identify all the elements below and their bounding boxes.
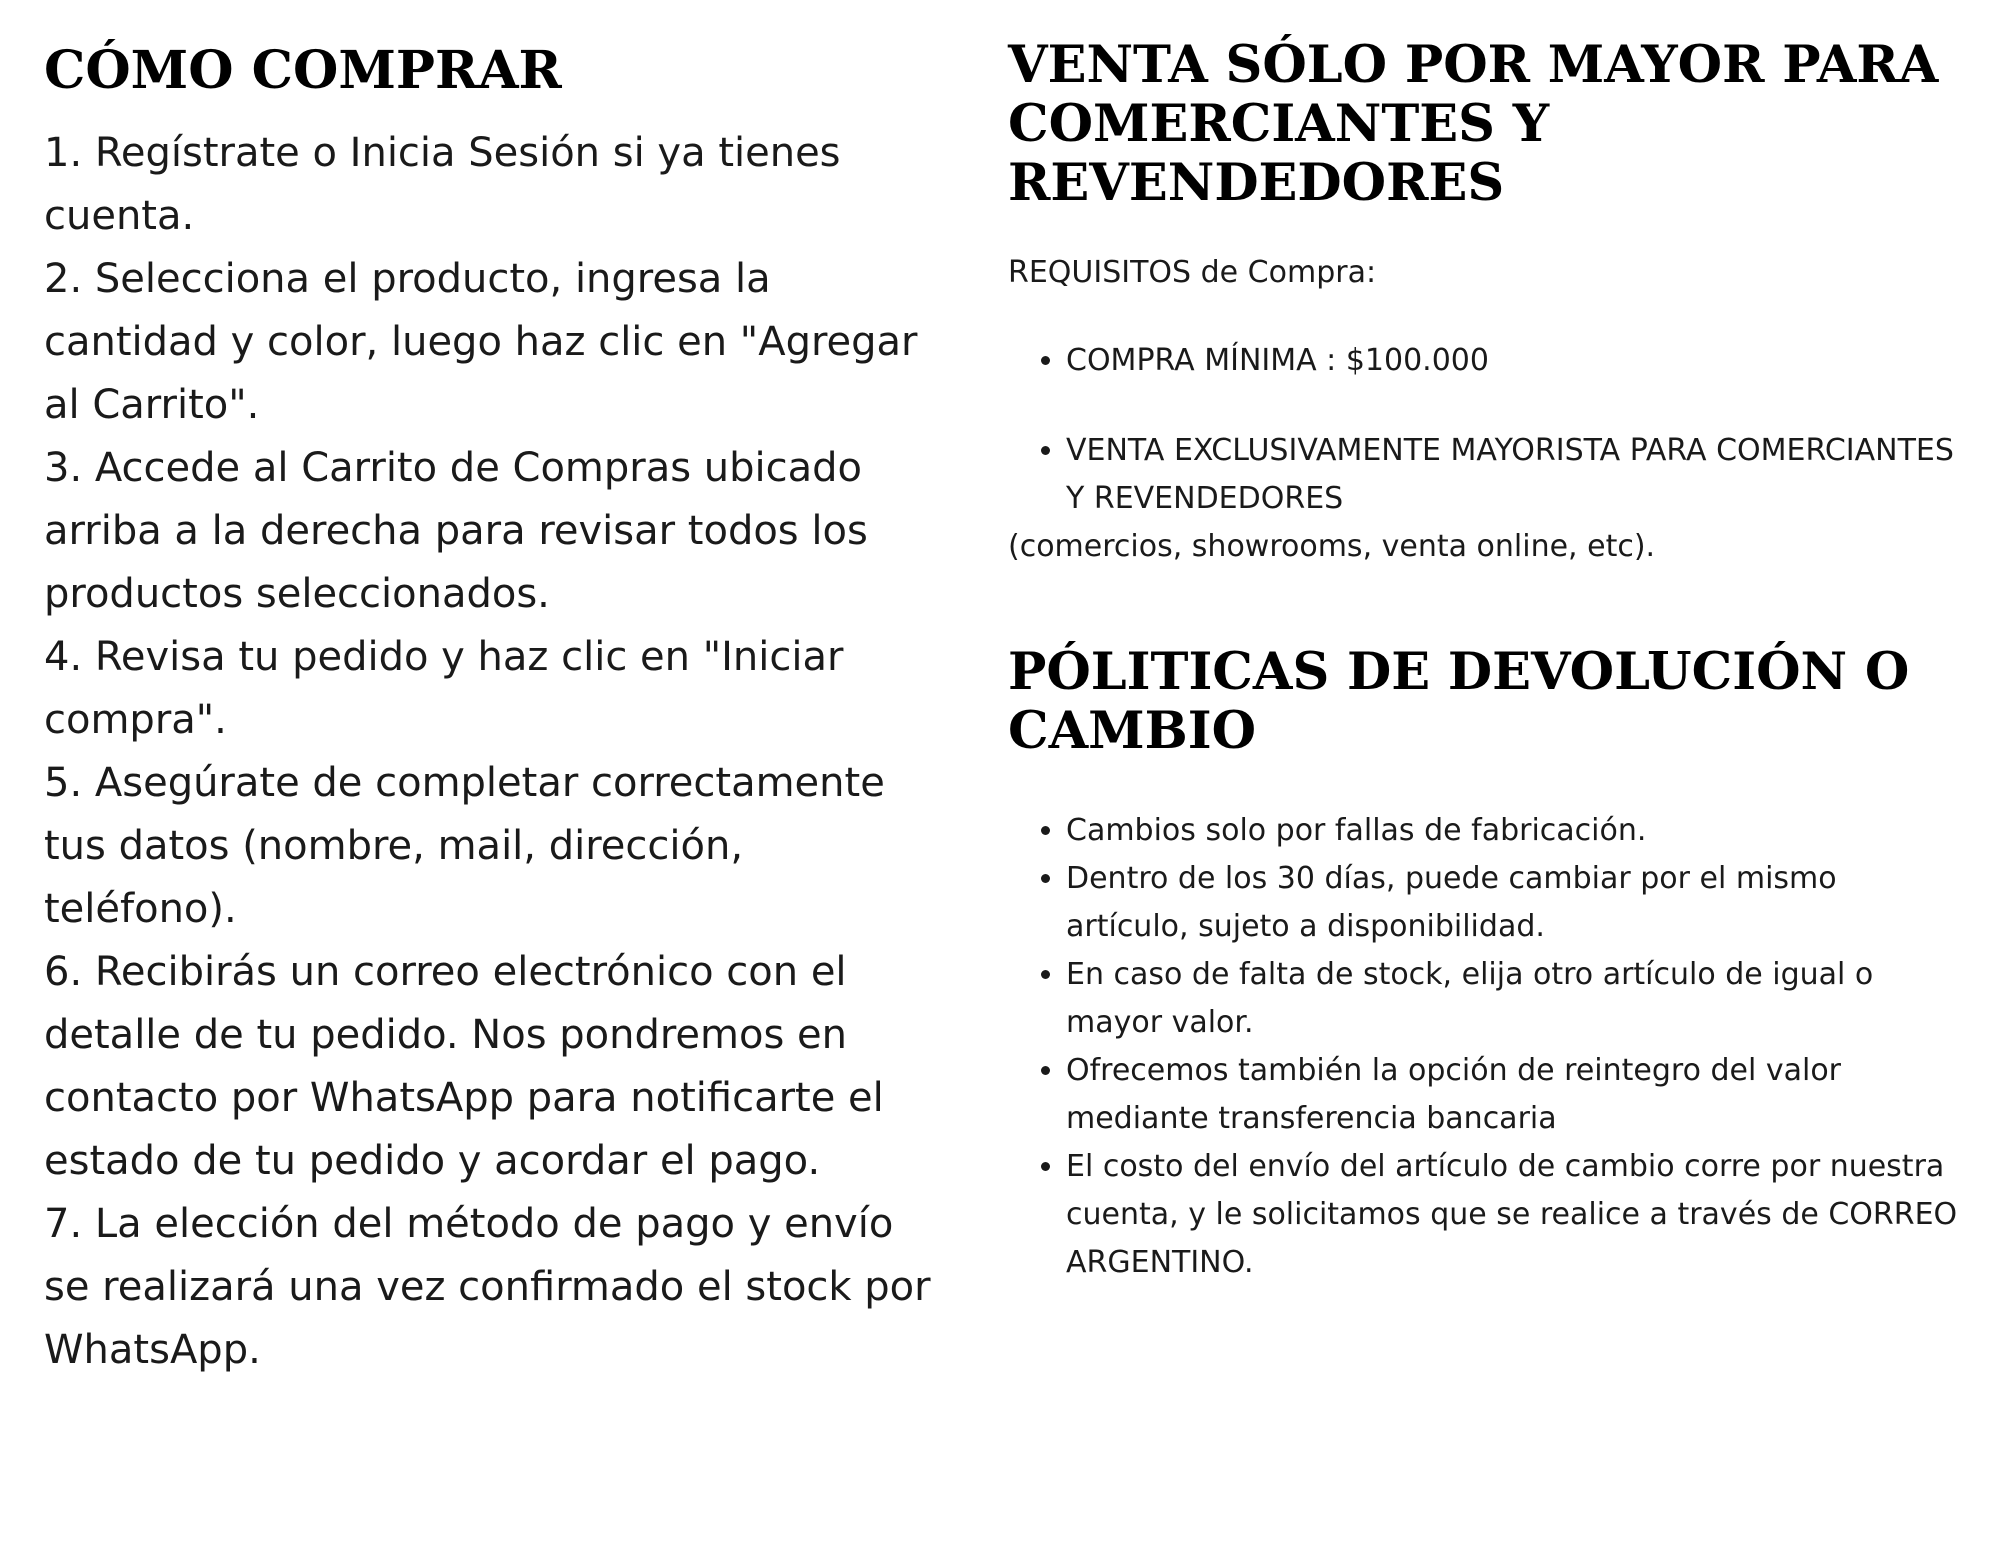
- requirement-item: • VENTA EXCLUSIVAMENTE MAYORISTA PARA COMERCIANTES Y REVENDEDORES: [1066, 427, 1968, 523]
- step-item: 1. Regístrate o Inicia Sesión si ya tienes cuenta.: [44, 130, 841, 239]
- policy-title: PÓLITICAS DE DEVOLUCIÓN O CAMBIO: [1008, 642, 1910, 761]
- step-item: 2. Selecciona el producto, ingresa la cantidad y color, luego haz clic en "Agregar al Carrito".: [44, 256, 918, 428]
- requirement-item: • COMPRA MÍNIMA : $100.000: [1066, 337, 1968, 385]
- policy-item: • En caso de falta de stock, elija otro artículo de igual o mayor valor.: [1066, 951, 1968, 1047]
- step-item: 5. Asegúrate de completar correctamente tus datos (nombre, mail, dirección, teléfono).: [44, 760, 885, 932]
- step-item: 7. La elección del método de pago y envío se realizará una vez confirmado el stock por WhatsApp.: [44, 1201, 931, 1373]
- wholesale-title: VENTA SÓLO POR MAYOR PARA COMERCIANTES Y REVENDEDORES: [1008, 35, 1939, 213]
- requirements-list: [1008, 337, 1968, 523]
- step-item: 6. Recibirás un correo electrónico con el detalle de tu pedido. Nos pondremos en contacto por WhatsApp para notificarte el estado de tu pedido y acordar el pago.: [44, 949, 884, 1184]
- policy-list: [1008, 807, 1968, 1287]
- policy-item: • El costo del envío del artículo de cambio corre por nuestra cuenta, y le solicitamos que se realice a través de CORREO ARGENTINO.: [1066, 1143, 1968, 1287]
- policy-item: • Ofrecemos también la opción de reintegro del valor mediante transferencia bancaria: [1066, 1047, 1968, 1143]
- step-item: 4. Revisa tu pedido y haz clic en "Iniciar compra".: [44, 634, 844, 743]
- requirements-continuation: (comercios, showrooms, venta online, etc).: [1008, 529, 1656, 564]
- policy-item: • Dentro de los 30 días, puede cambiar por el mismo artículo, sujeto a disponibilidad.: [1066, 855, 1968, 951]
- policy-item: • Cambios solo por fallas de fabricación.: [1066, 807, 1968, 855]
- how-to-buy-section: [44, 36, 944, 1382]
- wholesale-section: [1008, 36, 1968, 1287]
- step-item: 3. Accede al Carrito de Compras ubicado arriba a la derecha para revisar todos los productos seleccionados.: [44, 445, 868, 617]
- requirements-title: REQUISITOS de Compra:: [1008, 255, 1377, 290]
- how-to-buy-title: CÓMO COMPRAR: [44, 40, 562, 101]
- steps-list: [44, 122, 944, 1382]
